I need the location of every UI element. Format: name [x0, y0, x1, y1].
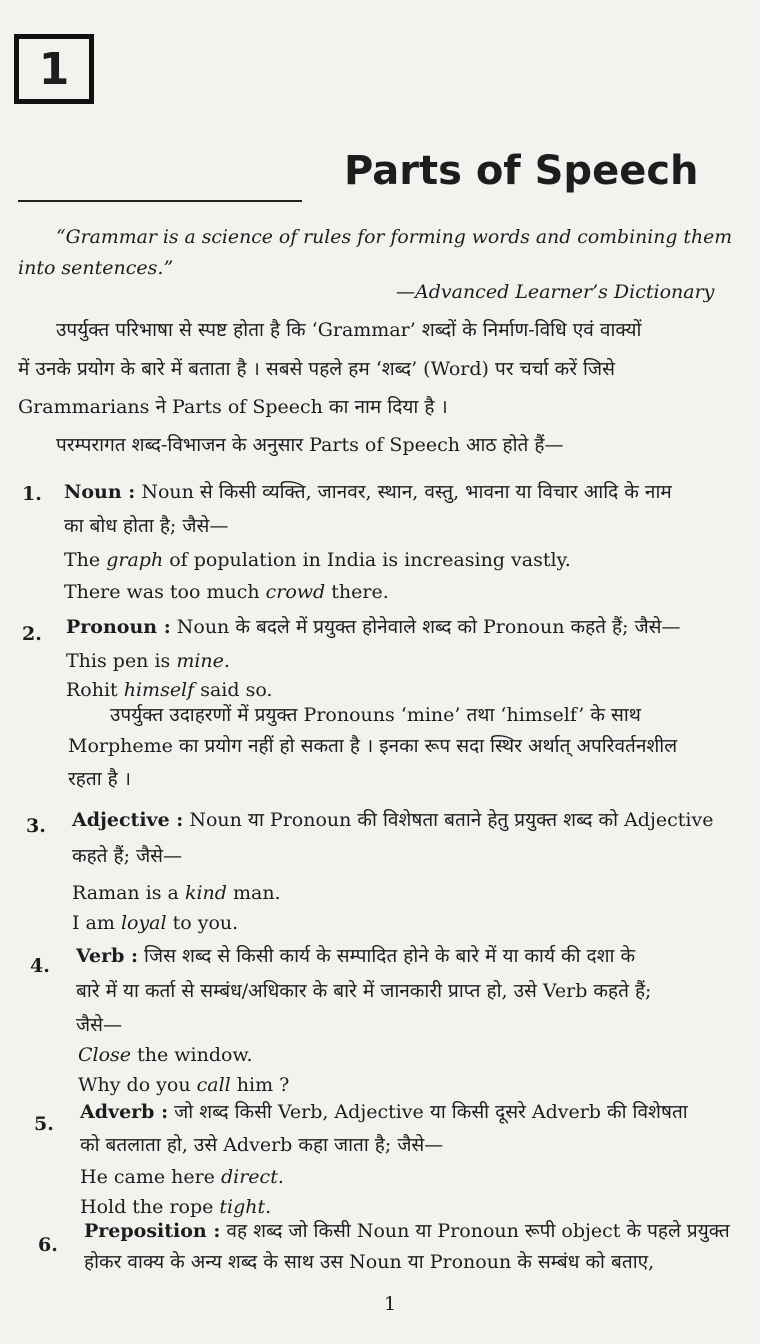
item-term: Adverb :: [80, 1101, 169, 1123]
chapter-title: Parts of Speech: [344, 148, 699, 194]
item-pronoun-line1: Pronoun : Noun के बदले में प्रयुक्त होनेवाले शब्द को Pronoun कहते हैं; जैसे—: [66, 616, 681, 638]
item-term: Noun :: [64, 481, 136, 503]
item-pronoun-note1: उपर्युक्त उदाहरणों में प्रयुक्त Pronouns ‘mine’ तथा ‘himself’ के साथ: [110, 704, 641, 726]
item-adverb-line2: को बतलाता हो, उसे Adverb कहा जाता है; जैसे—: [80, 1134, 444, 1156]
item-preposition-line2: होकर वाक्य के अन्य शब्द के साथ उस Noun या Pronoun के सम्बंध को बताए,: [84, 1251, 655, 1273]
item-verb-line1: Verb : जिस शब्द से किसी कार्य के सम्पादित होने के बारे में या कार्य की दशा के: [76, 945, 636, 967]
item-term: Preposition :: [84, 1220, 221, 1242]
item-adjective-line2: कहते हैं; जैसे—: [72, 845, 183, 867]
item-adverb-line1: Adverb : जो शब्द किसी Verb, Adjective या किसी दूसरे Adverb की विशेषता: [80, 1101, 688, 1123]
item-number: 6.: [38, 1234, 58, 1256]
item-verb-line3: जैसे—: [76, 1014, 122, 1036]
item-noun-line1: Noun : Noun से किसी व्यक्ति, जानवर, स्थान, वस्तु, भावना या विचार आदि के नाम: [64, 481, 672, 503]
definition-quote-line1: “Grammar is a science of rules for forming words and combining them: [56, 226, 733, 248]
item-adjective-line1: Adjective : Noun या Pronoun की विशेषता बताने हेतु प्रयुक्त शब्द को Adjective: [72, 809, 714, 831]
item-pronoun-note3: रहता है ।: [68, 768, 131, 790]
item-term: Pronoun :: [66, 616, 171, 638]
item-verb-line2: बारे में या कर्ता से सम्बंध/अधिकार के बारे में जानकारी प्राप्त हो, उसे Verb कहते हैं;: [76, 980, 652, 1002]
example-sentence: Rohit himself said so.: [66, 679, 273, 701]
chapter-number-box: [14, 34, 94, 104]
item-term: Adjective :: [72, 809, 184, 831]
example-sentence: Why do you call him ?: [78, 1074, 290, 1096]
example-sentence: Raman is a kind man.: [72, 882, 281, 904]
item-number: 3.: [26, 815, 46, 837]
intro-line3: Grammarians ने Parts of Speech का नाम दिया है ।: [18, 396, 448, 418]
item-noun-line2: का बोध होता है; जैसे—: [64, 515, 229, 537]
page-number: 1: [384, 1293, 397, 1315]
title-rule: [18, 200, 302, 202]
example-sentence: Close the window.: [78, 1044, 253, 1066]
example-sentence: The graph of population in India is increasing vastly.: [64, 549, 571, 571]
item-number: 5.: [34, 1113, 54, 1135]
example-sentence: This pen is mine.: [66, 650, 230, 672]
intro-line4: परम्परागत शब्द-विभाजन के अनुसार Parts of Speech आठ होते हैं—: [56, 434, 564, 456]
definition-source: —Advanced Learner’s Dictionary: [396, 281, 715, 303]
intro-line1: उपर्युक्त परिभाषा से स्पष्ट होता है कि ‘Grammar’ शब्दों के निर्माण-विधि एवं वाक्यों: [56, 319, 642, 341]
chapter-number: 1: [38, 43, 70, 95]
item-pronoun-note2: Morpheme का प्रयोग नहीं हो सकता है । इनका रूप सदा स्थिर अर्थात् अपरिवर्तनशील: [68, 735, 678, 757]
example-sentence: Hold the rope tight.: [80, 1196, 272, 1218]
example-sentence: There was too much crowd there.: [64, 581, 389, 603]
item-term: Verb :: [76, 945, 139, 967]
item-number: 2.: [22, 623, 42, 645]
item-preposition-line1: Preposition : वह शब्द जो किसी Noun या Pronoun रूपी object के पहले प्रयुक्त: [84, 1220, 730, 1242]
example-sentence: He came here direct.: [80, 1166, 284, 1188]
item-number: 4.: [30, 955, 50, 977]
definition-quote-line2: into sentences.”: [18, 257, 174, 279]
example-sentence: I am loyal to you.: [72, 912, 239, 934]
item-number: 1.: [22, 483, 42, 505]
intro-line2: में उनके प्रयोग के बारे में बताता है । सबसे पहले हम ‘शब्द’ (Word) पर चर्चा करें जिसे: [18, 358, 615, 380]
